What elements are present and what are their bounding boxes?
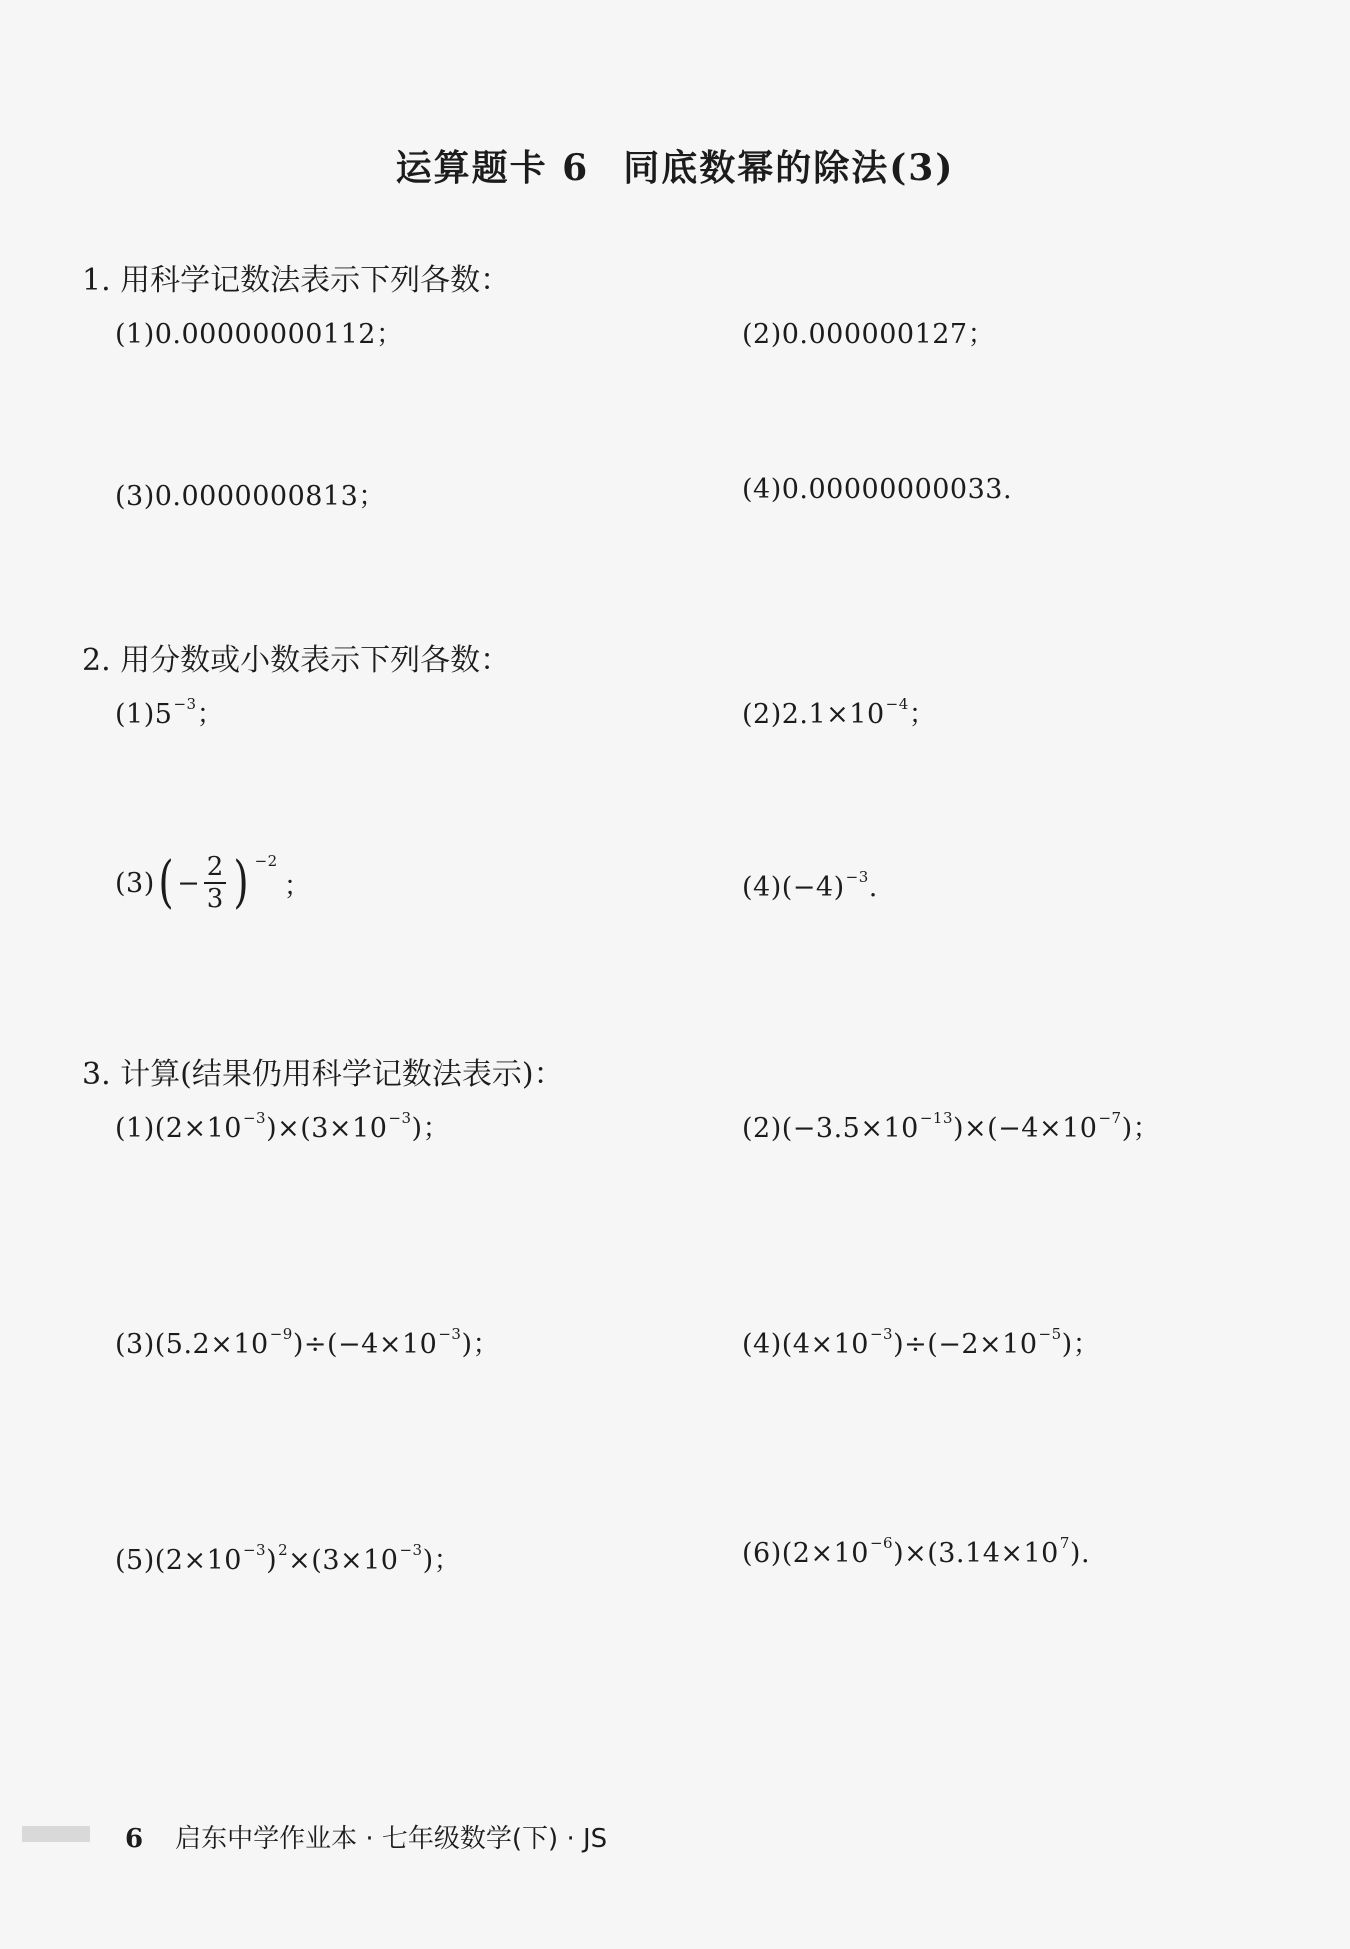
s2-item-1: $(1)5^{-3}$； <box>115 695 225 730</box>
s2-item-2: $(2)2.1\times 10^{-4}$； <box>742 695 937 730</box>
s2-item-4: $(4)(-4)^{-3}$. <box>742 868 878 903</box>
title-sub: 同底数幂的除法(3) <box>623 147 955 189</box>
title-main: 运算题卡 6 <box>395 147 590 189</box>
section-3-heading: 3. 计算(结果仍用科学记数法表示)： <box>82 1057 564 1092</box>
s1-item-3: (3)0.0000000813； <box>115 481 386 512</box>
s2-item-3: (3) ( − $\frac{2}{3}$ ) −2 ； <box>115 850 312 915</box>
section-1-heading: 1. 用科学记数法表示下列各数： <box>82 263 511 298</box>
page-title <box>0 140 1350 191</box>
s1-item-2: (2)0.000000127； <box>742 319 996 350</box>
s3-item-4: $(4)(4\times 10^{-3})\div(-2\times 10^{-5})$； <box>742 1325 1101 1360</box>
s1-item-4: (4)0.00000000033. <box>742 474 1013 505</box>
s3-item-3: $(3)(5.2\times 10^{-9})\div(-4\times 10^{-3})$； <box>115 1325 500 1360</box>
page-footer <box>125 1818 607 1855</box>
s3-item-1: $(1)(2\times 10^{-3})\times(3\times 10^{-3})$； <box>115 1109 451 1144</box>
s1-item-1: (1)0.00000000112； <box>115 319 404 350</box>
book-title: 启东中学作业本 · 七年级数学(下) · JS <box>175 1824 608 1854</box>
s3-item-5: $(5)(2\times 10^{-3})^2\times(3\times 10^{-3})$； <box>115 1541 462 1576</box>
fraction: $\frac{2}{3}$ <box>204 852 226 914</box>
s3-item-6: $(6)(2\times 10^{-6})\times(3.14\times 10^7)$. <box>742 1534 1091 1569</box>
footer-decor-bar <box>22 1826 90 1842</box>
s3-item-2: $(2)(-3.5\times 10^{-13})\times(-4\times 10^{-7})$； <box>742 1109 1161 1144</box>
section-2-heading: 2. 用分数或小数表示下列各数： <box>82 643 511 678</box>
page-number: 6 <box>125 1824 144 1854</box>
